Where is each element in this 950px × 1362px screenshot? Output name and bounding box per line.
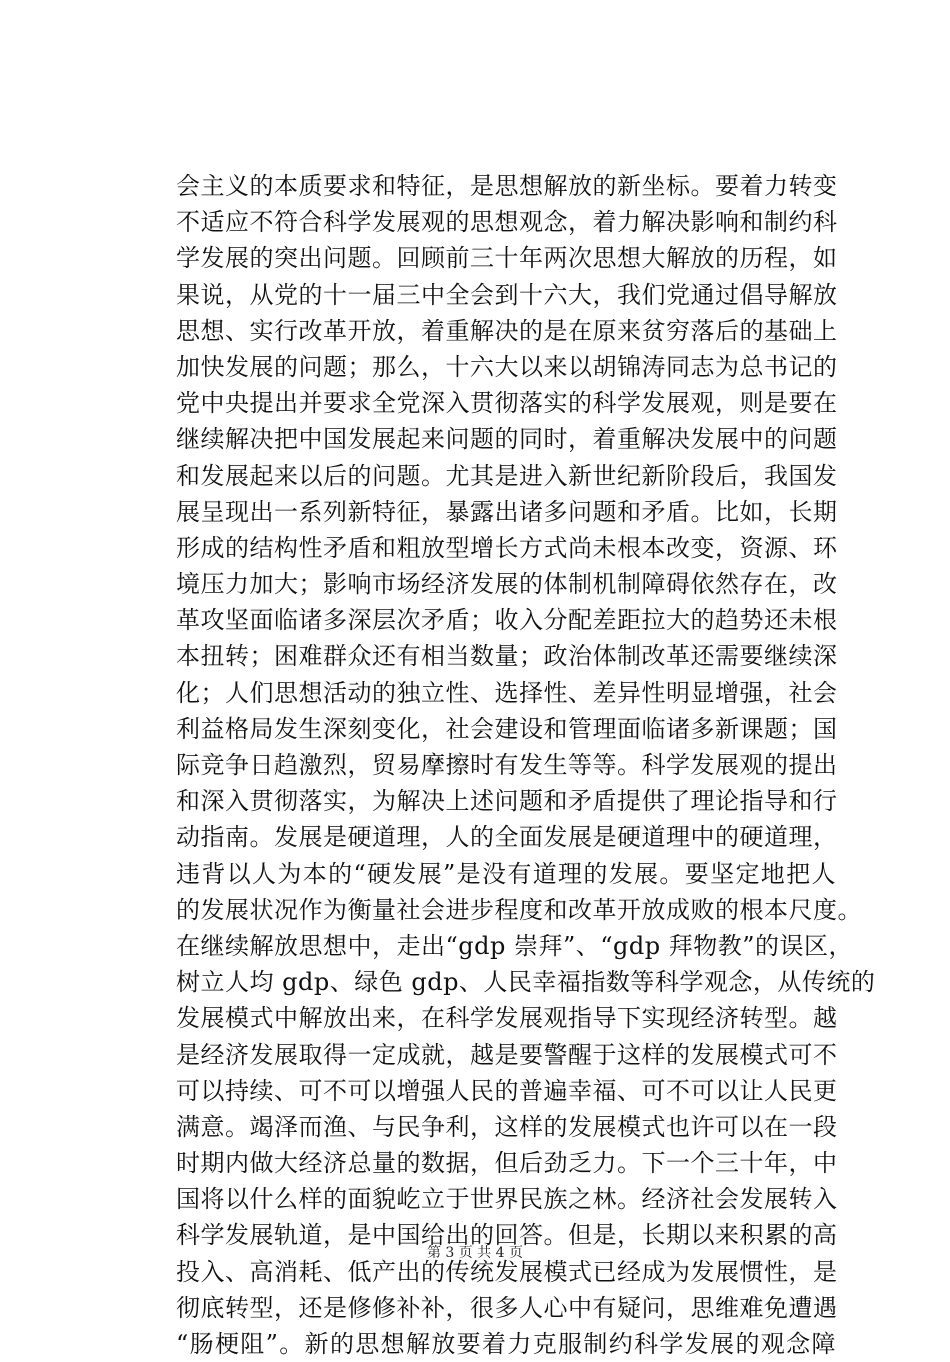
text-line: 国将以什么样的面貌屹立于世界民族之林。经济社会发展转入 (176, 1185, 838, 1214)
text-line: “肠梗阻”。新的思想解放要着力克服制约科学发展的观念障 (176, 1330, 836, 1358)
text-line: 在继续解放思想中，走出“gdp 崇拜”、“gdp 拜物教”的误区， (176, 931, 854, 960)
text-line: 展呈现出一系列新特征，暴露出诸多问题和矛盾。比如，长期 (176, 497, 838, 526)
page-footer: 第 3 页 共 4 页 (426, 1245, 524, 1261)
text-line: 发展模式中解放出来，在科学发展观指导下实现经济转型。越 (176, 1004, 838, 1033)
text-line: 思想、实行改革开放，着重解决的是在原来贫穷落后的基础上 (176, 316, 838, 345)
text-line: 是经济发展取得一定成就，越是要警醒于这样的发展模式可不 (176, 1040, 838, 1069)
text-line: 彻底转型，还是修修补补，很多人心中有疑问，思维难免遭遇 (176, 1293, 838, 1322)
text-line: 会主义的本质要求和特征，是思想解放的新坐标。要着力转变 (176, 172, 838, 200)
text-line: 际竞争日趋激烈，贸易摩擦时有发生等等。科学发展观的提出 (176, 751, 838, 779)
text-line: 时期内做大经济总量的数据，但后劲乏力。下一个三十年，中 (176, 1149, 838, 1178)
text-line: 和发展起来以后的问题。尤其是进入新世纪新阶段后，我国发 (176, 461, 838, 490)
text-line: 和深入贯彻落实，为解决上述问题和矛盾提供了理论指导和行 (176, 787, 838, 816)
text-line: 动指南。发展是硬道理，人的全面发展是硬道理中的硬道理， (176, 823, 838, 852)
text-line: 不适应不符合科学发展观的思想观念，着力解决影响和制约科 (176, 208, 838, 237)
text-line: 形成的结构性矛盾和粗放型增长方式尚未根本改变，资源、环 (176, 533, 838, 562)
body-text (176, 168, 876, 1362)
text-line: 可以持续、可不可以增强人民的普遍幸福、可不可以让人民更 (176, 1076, 838, 1105)
text-line: 利益格局发生深刻变化，社会建设和管理面临诸多新课题；国 (176, 714, 838, 743)
text-line: 科学发展轨道，是中国给出的回答。但是，长期以来积累的高 (176, 1221, 838, 1250)
text-line: 革攻坚面临诸多深层次矛盾；收入分配差距拉大的趋势还未根 (176, 606, 838, 635)
text-line: 本扭转；困难群众还有相当数量；政治体制改革还需要继续深 (176, 642, 838, 671)
text-line: 树立人均 gdp、绿色 gdp、人民幸福指数等科学观念，从传统的 (176, 968, 876, 997)
text-line: 违背以人为本的“硬发展”是没有道理的发展。要坚定地把人 (176, 859, 836, 888)
text-line: 投入、高消耗、低产出的传统发展模式已经成为发展惯性，是 (176, 1257, 838, 1286)
text-line: 的发展状况作为衡量社会进步程度和改革开放成败的根本尺度。 (176, 895, 862, 924)
text-line: 果说，从党的十一届三中全会到十六大，我们党通过倡导解放 (176, 280, 838, 309)
text-line: 继续解决把中国发展起来问题的同时，着重解决发展中的问题 (176, 425, 838, 454)
text-line: 境压力加大；影响市场经济发展的体制机制障碍依然存在，改 (176, 570, 838, 599)
text-line: 化；人们思想活动的独立性、选择性、差异性明显增强，社会 (176, 678, 838, 707)
text-line: 学发展的突出问题。回顾前三十年两次思想大解放的历程，如 (176, 244, 838, 273)
text-line: 满意。竭泽而渔、与民争利，这样的发展模式也许可以在一段 (176, 1112, 838, 1141)
text-line: 加快发展的问题；那么，十六大以来以胡锦涛同志为总书记的 (176, 352, 838, 381)
text-line: 党中央提出并要求全党深入贯彻落实的科学发展观，则是要在 (176, 389, 838, 418)
